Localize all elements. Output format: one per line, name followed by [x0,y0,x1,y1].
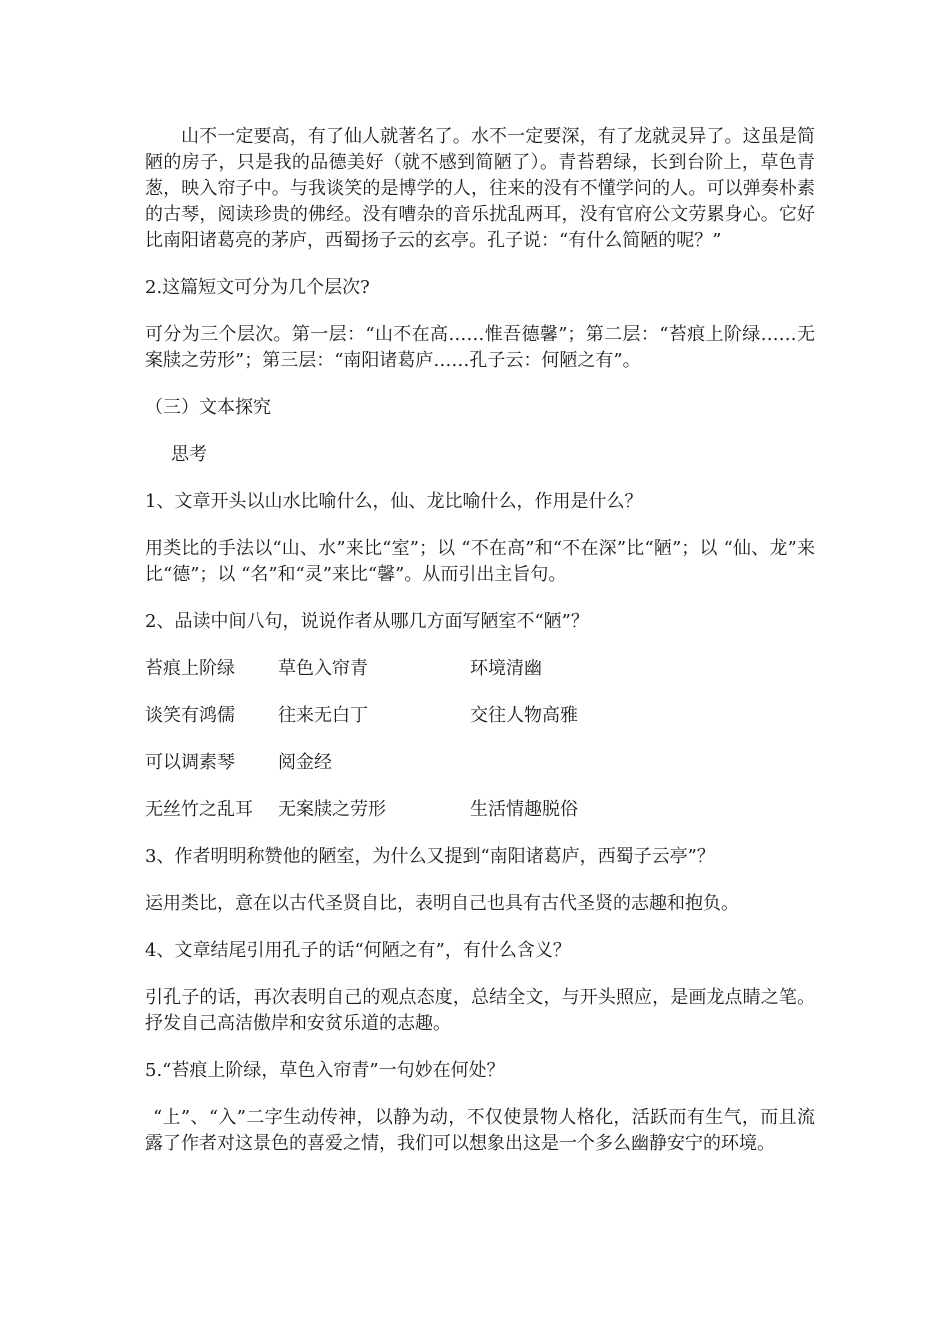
think-answer-5: “上”、“入”二字生动传神，以静为动，不仅使景物人格化，活跃而有生气，而且流露了作者对这景色的喜爱之情，我们可以想象出这是一个多么幽静安宁的环境。 [145,1107,815,1154]
table-cell: 交往人物高雅 [470,705,578,726]
document-page [145,124,815,1157]
table-cell: 苔痕上阶绿 [145,658,235,679]
table-cell: 无案牍之劳形 [278,799,386,820]
table-cell: 往来无白丁 [278,705,368,726]
table-cell: 可以调素琴 [145,752,235,773]
think-question-4: 4、文章结尾引用孔子的话“何陋之有”，有什么含义？ [145,940,571,961]
table-row [145,750,815,776]
table-cell: 阅金经 [278,752,332,773]
think-question-5: 5.“苔痕上阶绿，草色入帘青”一句妙在何处？ [145,1060,505,1081]
translation-paragraph: 山不一定要高，有了仙人就著名了。水不一定要深，有了龙就灵异了。这虽是简陋的房子，只是我的品德美好（就不感到简陋了）。青苔碧绿，长到台阶上，草色青葱，映入帘子中。与我谈笑的是博学的人，往来的没有不懂学问的人。可以弹奏朴素的古琴，阅读珍贵的佛经。没有嘈杂的音乐扰乱两耳，没有官府公文劳累身心。它好比南阳诸葛亮的茅庐，西蜀扬子云的玄亭。孔子说：“有什么简陋的呢？” [145,126,815,251]
section-3-heading: （三）文本探究 [145,397,271,418]
table-cell: 草色入帘青 [278,658,368,679]
think-question-2: 2、品读中间八句，说说作者从哪几方面写陋室不“陋”？ [145,611,589,632]
table-cell: 无丝竹之乱耳 [145,799,253,820]
question-2-layers: 2.这篇短文可分为几个层次? [145,277,370,298]
answer-2-layers: 可分为三个层次。第一层：“山不在高……惟吾德馨”；第二层：“苔痕上阶绿……无案牍之劳形”；第三层：“南阳诸葛庐……孔子云：何陋之有”。 [145,324,815,371]
table-cell: 环境清幽 [470,658,542,679]
table-row [145,797,815,823]
think-question-1: 1、文章开头以山水比喻什么，仙、龙比喻什么，作用是什么？ [145,491,643,512]
think-heading: 思考 [171,444,207,465]
table-row [145,656,815,682]
table-row [145,703,815,729]
think-question-3: 3、作者明明称赞他的陋室，为什么又提到“南阳诸葛庐，西蜀子云亭”？ [145,846,715,867]
table-cell [470,750,730,776]
think-answer-3: 运用类比，意在以古代圣贤自比，表明自己也具有古代圣贤的志趣和抱负。 [145,893,739,914]
think-answer-4: 引孔子的话，再次表明自己的观点态度，总结全文，与开头照应，是画龙点睛之笔。抒发自己高洁傲岸和安贫乐道的志趣。 [145,987,815,1034]
aspects-table [145,656,815,823]
table-cell: 谈笑有鸿儒 [145,705,235,726]
think-answer-1: 用类比的手法以“山、水”来比“室”；以 “不在高”和“不在深”比“陋”；以 “仙、龙”来比“德”；以 “名”和“灵”来比“馨”。从而引出主旨句。 [145,538,815,585]
table-cell: 生活情趣脱俗 [470,799,578,820]
